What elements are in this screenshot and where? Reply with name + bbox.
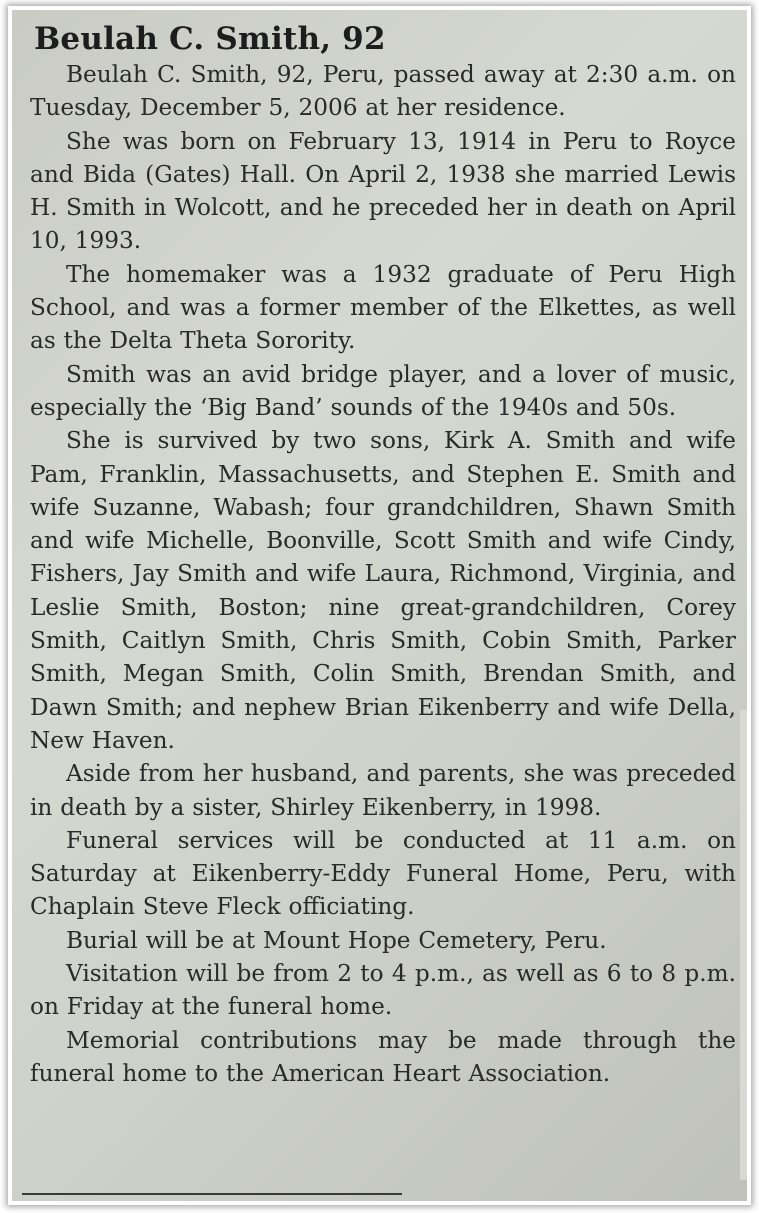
bottom-divider-rule [22,1193,402,1195]
photo-frame [8,6,751,1205]
paragraph-visitation: Visitation will be from 2 to 4 p.m., as well as 6 to 8 p.m. on Friday at the funeral home. [30,960,736,1021]
paragraph-hobbies: Smith was an avid bridge player, and a lover of music, especially the ‘Big Band’ sounds of the 1940s and 50s. [30,360,736,421]
paragraph-survivors: She is survived by two sons, Kirk A. Smith and wife Pam, Franklin, Massachusetts, and Stephen E. Smith and wife Suzanne, Wabash; four grandchildren, Shawn Smith and wife Michelle, Boonville, Scott Smith and wife Cindy, Fishers, Jay Smith and wife Laura, Richmond, Virginia, and Leslie Smith, Boston; nine great-grandchildren, Corey Smith, Caitlyn Smith, Chris Smith, Cobin Smith, Parker Smith, Megan Smith, Colin Smith, Brendan Smith, and Dawn Smith; and nephew Brian Eikenberry and wife Della, New Haven. [30,427,736,754]
newspaper-clipping [12,10,747,1201]
paragraph-funeral-services: Funeral services will be conducted at 11 a.m. on Saturday at Eikenberry-Eddy Funeral Home, Peru, with Chaplain Steve Fleck officiating. [30,826,736,921]
adjacent-column-edge [740,710,747,1180]
obituary-headline: Beulah C. Smith, 92 [34,21,386,57]
paragraph-birth-marriage: She was born on February 13, 1914 in Peru to Royce and Bida (Gates) Hall. On April 2, 1938 she married Lewis H. Smith in Wolcott, and he preceded her in death on April 10, 1993. [30,127,736,255]
paragraph-memorial: Memorial contributions may be made through the funeral home to the American Heart Association. [30,1026,736,1087]
paragraph-burial: Burial will be at Mount Hope Cemetery, Peru. [66,926,607,954]
paragraph-death-notice: Beulah C. Smith, 92, Peru, passed away at 2:30 a.m. on Tuesday, December 5, 2006 at her residence. [30,61,736,122]
obituary-article [26,20,736,1090]
paragraph-education: The homemaker was a 1932 graduate of Peru High School, and was a former member of the Elkettes, as well as the Delta Theta Sorority. [30,260,736,355]
paragraph-preceded-in-death: Aside from her husband, and parents, she was preceded in death by a sister, Shirley Eikenberry, in 1998. [30,760,736,821]
